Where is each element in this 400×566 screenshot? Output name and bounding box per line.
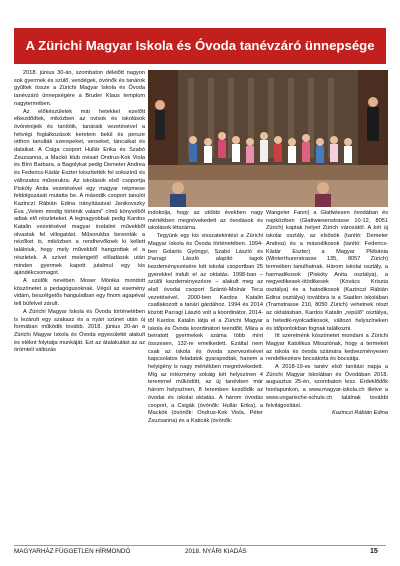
paragraph: 2018. június 30-án, szombaton délelőtt nagyon sok gyermek és szülő, vendégek, óvónők és tanárok gyűltek össze a Zürichi Magyar Iskola és Óvoda tanévzáró ünnepségére a Bruder Klaus templom nagytermében.	[14, 70, 145, 107]
footer-issue: 2018. NYÁRI KIADÁS	[185, 548, 247, 555]
paragraph: Wangeler Fanni) a Glattwiesen óvodában és napköziben (Glattwiesenstrasse 10-12, 8051 Zürich) kaptak helyet Zürich városától. A két új iskolai osztály, az elsősök (tanító: Demeter Andrea) és a másodikosok (tanító: Federics-Kádár Eszter) a Magyar Plébánia (Winterthurerstrasse 135, 8057 Zürich) termeiben tanulhatnak. Három iskolai osztály, a harmadikosok (Piskóty Anita osztálya), a negyedikesek-ötödikesek (Kovács Kriszta osztálya) és a hatodikosok (Kazinczi Rábián Edina osztálya) továbbra is a Saatlen iskolában (Tramstrasse 210, 8050 Zürich) vehetnek részt az oktatásban. Kardos Katalin „repülő” osztálya, a hetedik-nyolcadikosok, változó helyszíneken és időpontokban fognak találkozni.	[266, 210, 388, 332]
footer-divider	[14, 545, 386, 546]
footer-publication: MAGYARHÁZ FÜGGETLEN HÍRMONDÓ	[14, 548, 131, 555]
paragraph: A szülők nevében Moser Mónika mondott köszönetet a pedagógusoknak. Végül az esemény vidám, beszélgetős hangulatban egy finom agapéval telt búfelvel zárult.	[14, 277, 145, 308]
paragraph: A 2018-19-es tanév első tanítási napja a Zürichi Magyar Iskolában és Óvodában 2018. augusztus 25-én, szombaton lesz. Érdeklődők honlapunkon, a www.magyar-iskola.ch illetve a www.ungarische-schule.ch találnak további felvilágosítást.	[266, 364, 388, 409]
paragraph: indokolja, hogy az utóbbi években nagy mértékben megnövekedett az óvodások és iskolások létszáma.	[148, 210, 263, 232]
author-signature: Kazinczi Rábián Edina	[332, 410, 388, 417]
article-column-1	[14, 70, 145, 545]
page-number: 15	[370, 548, 378, 555]
paragraph: Az előkészületek már hetekkel ezelőtt elkezdődtek, miközben az ovisok és iskolások óvónénijeik és tanítóik, tanáraik vezetésével a hétvégi foglalkozások keretein belül és persze otthon tanulták szerepeket, verseket, táncaikat és dalaikat. A Csiga csoport Hullár Erika és Szabó Zsuzsanna, a Mackó klub ovisait Ondrus-Kok Viola és Bíró Barbara, a Bagolykat pedig Demeter Andrea és Federics-Kádár Eszter készítették fel sokszínű és változatos műsorukra. Az iskolások első csoportja Piskóty Anita vezetésével egy magyar népmese feldolgozását mutatta be. A második csoport tanulói Kazinczi Rábián Edina irányításával Janikovszky Éva „Velem mindig történik valami” című könyvéből adtak elő részleteket. A legnagyobbak pedig Kardos Katalin vezetésével magyar irodalmi művekből olvastak fel villogatást. Műsorukba bevonták a nézőket is, miközben a rendhevőknek ki kellett találniuk, hogy mely művekből hangzottak el a részletek. A szívet melengető előadások után minden gyermek kapott jutalmul egy kis ajándékcsomagot.	[14, 108, 145, 277]
children-on-stage-image	[148, 70, 388, 207]
article-column-3	[266, 210, 388, 540]
article-column-2	[148, 210, 263, 540]
paragraph: Tegyünk egy kis visszatekintést a Zürichi Magyar Iskola és Óvoda történetében. 1994-ben Golarits Gyöngyi, Szabó László és Parragi László alapító tagok kezdeményezésére két iskolai csoportban 25 gyerekkel indult el az oktatás. 1998-ban – szülői kezdeményezésre – alakult meg az első óvodai csoport Szántó-Molnár Teca vezetésével. 2000-ben Kardos Katalin csatlakozott a tanári gárdához. 1994 és 2014 között Parragi László volt a koordinátor, 2014-től Kardos Katalin látja el a Zürichi Magyar Iskola és Óvoda koordinátori teendőit. Mára a beiratott gyermekek száma több mint összesen, 132-re emelkedett. Ezáltal nem csak az iskola és óvoda szervezésével kapcsolatos feladatok gyarapodtak, hanem a helyigény is nagy mértékben megnövekedett. Míg az intézmény sokáig két helyszínen 4 teremmel működött, az új tanévben már három helyszínen, 8 teremben kezdődik az óvodai és iskolai oktatás. A három óvodás csoport, a Csigák (óvónők: Hullár Erika), a Mackók (óvónők: Ondrus-Kok Viola, Péter Zsuzsanna) és a Katicák (óvónők:	[148, 233, 263, 424]
paragraph: A Zürichi Magyar Iskola és Óvoda történetében is lezárult egy szakasz és a nyári szünet után új formában működik tovább. 2018. június 20-án a Zürichi Magyar Iskola és Óvoda egyesületté alakult és eléknt folytatja munkáját. Ezt az átalakulást az az örömteli változás	[14, 308, 145, 354]
stage-photo	[148, 70, 388, 207]
paragraph: Itt szeretnénk köszönetet mondani a Zürichi Magyar Katolikus Missziónak, hogy a termeket az iskola és óvoda számára kedvezményesen rendelkezésre bocsátotta és bocsátja.	[266, 333, 388, 363]
article-title: A Zürichi Magyar Iskola és Óvoda tanévzáró ünnepsége	[14, 28, 386, 64]
